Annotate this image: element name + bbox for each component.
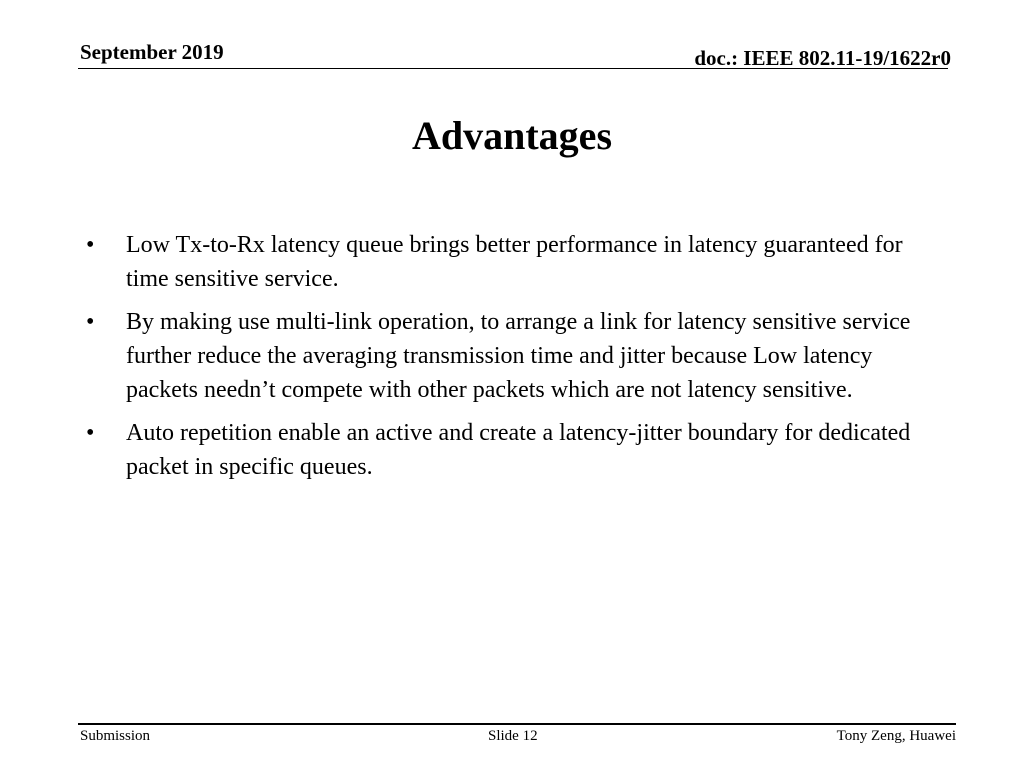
bullet-text: Low Tx-to-Rx latency queue brings better performance in latency guaranteed for time sensitive service. [126, 232, 903, 292]
footer-submission: Submission [80, 728, 151, 744]
bullet-text: Auto repetition enable an active and create a latency-jitter boundary for dedicated packet in specific queues. [126, 420, 911, 480]
bullet-dot-icon: • [86, 309, 95, 335]
bullet-item [86, 228, 946, 296]
footer-slide-number: Slide 12 [488, 728, 538, 744]
bullet-dot-icon: • [86, 420, 95, 446]
bullet-list [86, 228, 946, 493]
bullet-item [86, 416, 946, 484]
bullet-item [86, 305, 946, 407]
header-doc-id: doc.: IEEE 802.11-19/1622r0 [694, 46, 951, 70]
footer-author: Tony Zeng, Huawei [836, 728, 956, 744]
slide-title: Advantages [411, 113, 613, 158]
header-divider [78, 68, 948, 69]
bullet-text: By making use multi-link operation, to arrange a link for latency sensitive service further reduce the averaging transmission time and jitter because Low latency packets needn’t compete with other packets which are not latency sensitive. [126, 309, 911, 403]
footer-divider [78, 723, 956, 725]
header-date: September 2019 [80, 40, 224, 64]
bullet-dot-icon: • [86, 232, 95, 258]
